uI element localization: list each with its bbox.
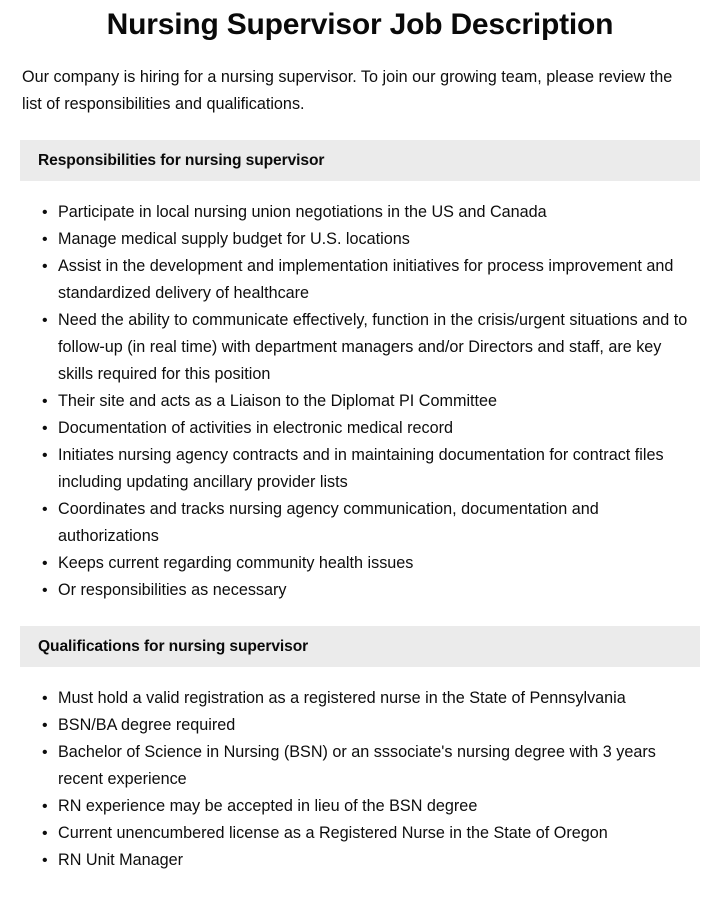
list-item-text: Must hold a valid registration as a registered nurse in the State of Pennsylvania — [58, 689, 626, 707]
list-item — [42, 253, 690, 307]
list-item-text: RN experience may be accepted in lieu of the BSN degree — [58, 797, 478, 815]
list-item-text: Bachelor of Science in Nursing (BSN) or an sssociate's nursing degree with 3 years recent experience — [58, 743, 656, 788]
bullet-icon: • — [42, 582, 48, 599]
list-item — [42, 739, 690, 793]
section-qualifications — [0, 626, 720, 874]
list-item-text: Need the ability to communicate effectively, function in the crisis/urgent situations and to follow-up (in real time) with department managers and/or Directors and staff, are key skills required for this position — [58, 311, 688, 383]
bullet-icon: • — [42, 690, 48, 707]
list-item — [42, 685, 690, 712]
list-item-text: Manage medical supply budget for U.S. locations — [58, 230, 410, 248]
list-item — [42, 496, 690, 550]
section-heading-qualifications: Qualifications for nursing supervisor — [38, 637, 309, 655]
bullet-icon: • — [42, 420, 48, 437]
list-item-text: Or responsibilities as necessary — [58, 581, 287, 599]
list-item — [42, 388, 690, 415]
list-item — [42, 793, 690, 820]
section-band-responsibilities — [20, 140, 700, 181]
list-item-text: BSN/BA degree required — [58, 716, 236, 734]
list-item — [42, 307, 690, 388]
list-item — [42, 226, 690, 253]
list-item-text: Current unencumbered license as a Registered Nurse in the State of Oregon — [58, 824, 608, 842]
list-item — [42, 199, 690, 226]
list-item — [42, 550, 690, 577]
list-item-text: Coordinates and tracks nursing agency communication, documentation and authorizations — [58, 500, 599, 545]
list-item — [42, 577, 690, 604]
section-responsibilities — [0, 140, 720, 604]
bullet-icon: • — [42, 204, 48, 221]
bullet-icon: • — [42, 501, 48, 518]
list-item-text: Initiates nursing agency contracts and in maintaining documentation for contract files including updating ancillary provider lists — [58, 446, 664, 491]
bullet-icon: • — [42, 555, 48, 572]
section-band-qualifications — [20, 626, 700, 667]
bullet-icon: • — [42, 825, 48, 842]
list-item-text: RN Unit Manager — [58, 851, 184, 869]
intro-paragraph: Our company is hiring for a nursing supervisor. To join our growing team, please review the list of responsibilities and qualifications. — [22, 68, 673, 113]
section-heading-responsibilities: Responsibilities for nursing supervisor — [38, 151, 325, 169]
list-item — [42, 442, 690, 496]
list-item-text: Keeps current regarding community health issues — [58, 554, 414, 572]
responsibilities-list — [0, 181, 720, 604]
list-item-text: Their site and acts as a Liaison to the Diplomat PI Committee — [58, 392, 498, 410]
page-title: Nursing Supervisor Job Description — [106, 8, 614, 41]
bullet-icon: • — [42, 798, 48, 815]
list-item — [42, 415, 690, 442]
list-item-text: Participate in local nursing union negotiations in the US and Canada — [58, 203, 547, 221]
bullet-icon: • — [42, 231, 48, 248]
bullet-icon: • — [42, 744, 48, 761]
list-item — [42, 820, 690, 847]
bullet-icon: • — [42, 393, 48, 410]
bullet-icon: • — [42, 717, 48, 734]
list-item — [42, 847, 690, 874]
qualifications-list — [0, 667, 720, 874]
bullet-icon: • — [42, 447, 48, 464]
list-item-text: Documentation of activities in electronic medical record — [58, 419, 453, 437]
list-item — [42, 712, 690, 739]
list-item-text: Assist in the development and implementation initiatives for process improvement and standardized delivery of healthcare — [58, 257, 674, 302]
bullet-icon: • — [42, 312, 48, 329]
bullet-icon: • — [42, 258, 48, 275]
bullet-icon: • — [42, 852, 48, 869]
